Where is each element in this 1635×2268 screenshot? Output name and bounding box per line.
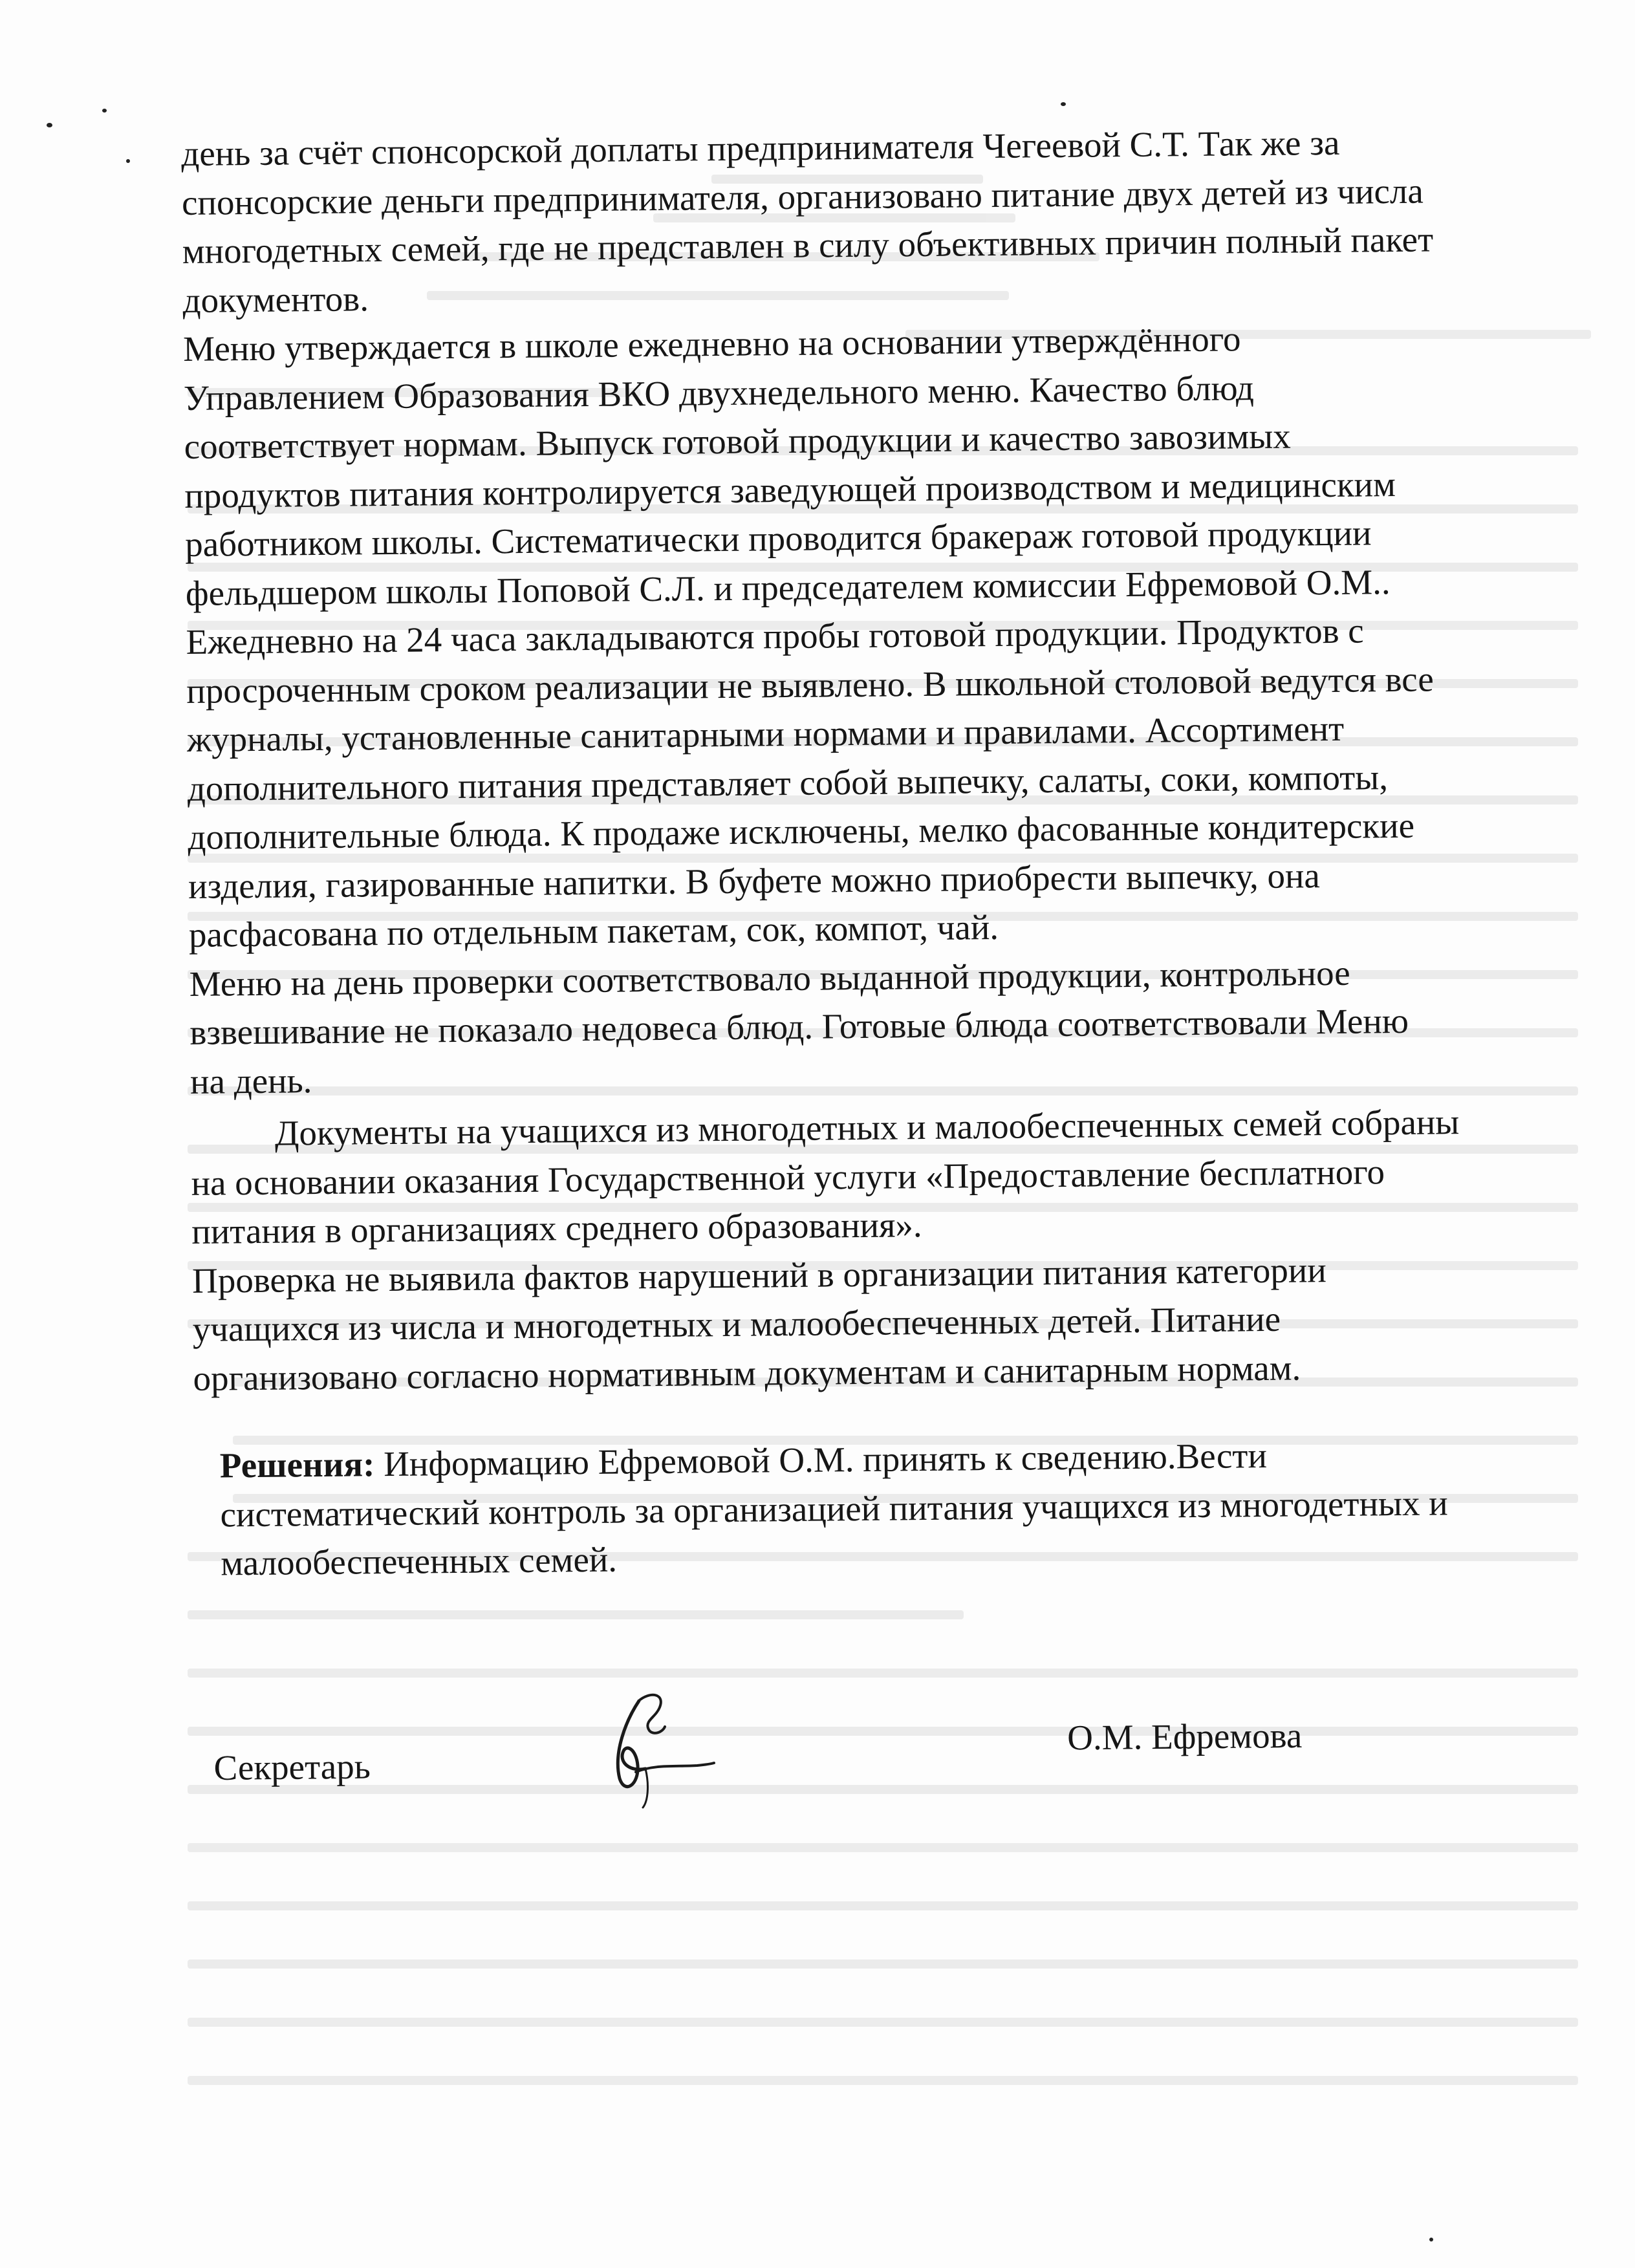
scan-speck: [126, 159, 130, 163]
text-line: на день.: [189, 1060, 312, 1101]
text-line: фельдшером школы Поповой С.Л. и председателем комиссии Ефремовой О.М..: [185, 561, 1391, 613]
scan-speck: [47, 123, 52, 127]
decision-text: Информацию Ефремовой О.М. принять к сведению.Вести: [374, 1435, 1268, 1484]
paragraph-menu-quality: [183, 312, 1560, 960]
text-line: Проверка не выявила фактов нарушений в организации питания категории: [191, 1249, 1327, 1301]
text-line: день за счёт спонсорской доплаты предпринимателя Чегеевой С.Т. Так же за: [181, 122, 1340, 173]
text-line: продуктов питания контролируется заведующей производством и медицинским: [184, 464, 1396, 515]
text-line: Меню на день проверки соответствовало выданной продукции, контрольное: [189, 953, 1350, 1004]
decision-label: Решения:: [219, 1444, 375, 1485]
document-body: [181, 116, 1566, 1588]
text-line: дополнительного питания представляет собой выпечку, салаты, соки, компоты,: [187, 757, 1389, 808]
text-line: Ежедневно на 24 часа закладываются пробы готовой продукции. Продуктов с: [186, 610, 1364, 662]
secretary-role-label: Секретарь: [213, 1746, 371, 1787]
decision-block: [193, 1429, 1566, 1588]
scan-speck: [1061, 102, 1066, 106]
text-line: Управлением Образования ВКО двухнедельного меню. Качество блюд: [183, 367, 1255, 418]
text-line: изделия, газированные напитки. В буфете можно приобрести выпечку, она: [188, 855, 1321, 906]
text-line: многодетных семей, где не представлен в силу объективных причин полный пакет: [182, 219, 1434, 271]
text-line: дополнительные блюда. К продаже исключены, мелко фасованные кондитерские: [188, 805, 1415, 857]
text-line: журналы, установленные санитарными нормами и правилами. Ассортимент: [186, 708, 1345, 759]
scan-speck: [102, 109, 107, 113]
paragraph-inspection-result: [192, 1243, 1565, 1403]
text-line: Документы на учащихся из многодетных и малообеспеченных семей собраны: [274, 1102, 1460, 1153]
text-line: соответствует нормам. Выпуск готовой продукции и качество завозимых: [184, 416, 1291, 466]
text-line: расфасована по отдельным пакетам, сок, компот, чай.: [188, 907, 999, 955]
paragraph-menu-check: [189, 946, 1561, 1106]
text-line: систематический контроль за организацией питания учащихся из многодетных и: [220, 1482, 1448, 1535]
text-line: работником школы. Систематически проводится бракераж готовой продукции: [184, 513, 1372, 564]
handwritten-signature: [600, 1681, 717, 1811]
text-line: учащихся из числа и многодетных и малообеспеченных детей. Питание: [192, 1299, 1281, 1349]
text-line: питания в организациях среднего образования».: [191, 1205, 922, 1251]
signature-row: [213, 1714, 1326, 1803]
paragraph-sponsor-funding: [181, 116, 1554, 325]
text-line: взвешивание не показало недовеса блюд. Готовые блюда соответствовали Меню: [189, 1000, 1409, 1052]
text-line: Меню утверждается в школе ежедневно на основании утверждённого: [182, 319, 1241, 369]
text-line: документов.: [182, 278, 369, 320]
text-line: спонсорские деньги предпринимателя, организовано питание двух детей из числа: [181, 171, 1424, 222]
text-line: малообеспеченных семей.: [220, 1539, 618, 1583]
scan-speck: [1429, 2238, 1433, 2241]
text-line: просроченным сроком реализации не выявлено. В школьной столовой ведутся все: [186, 658, 1435, 711]
text-line: на основании оказания Государственной услуги «Предоставление бесплатного: [191, 1151, 1385, 1203]
paragraph-documents: [191, 1097, 1563, 1257]
signatory-name: О.М. Ефремова: [1067, 1715, 1303, 1758]
text-line: организовано согласно нормативным документам и санитарным нормам.: [193, 1347, 1301, 1398]
